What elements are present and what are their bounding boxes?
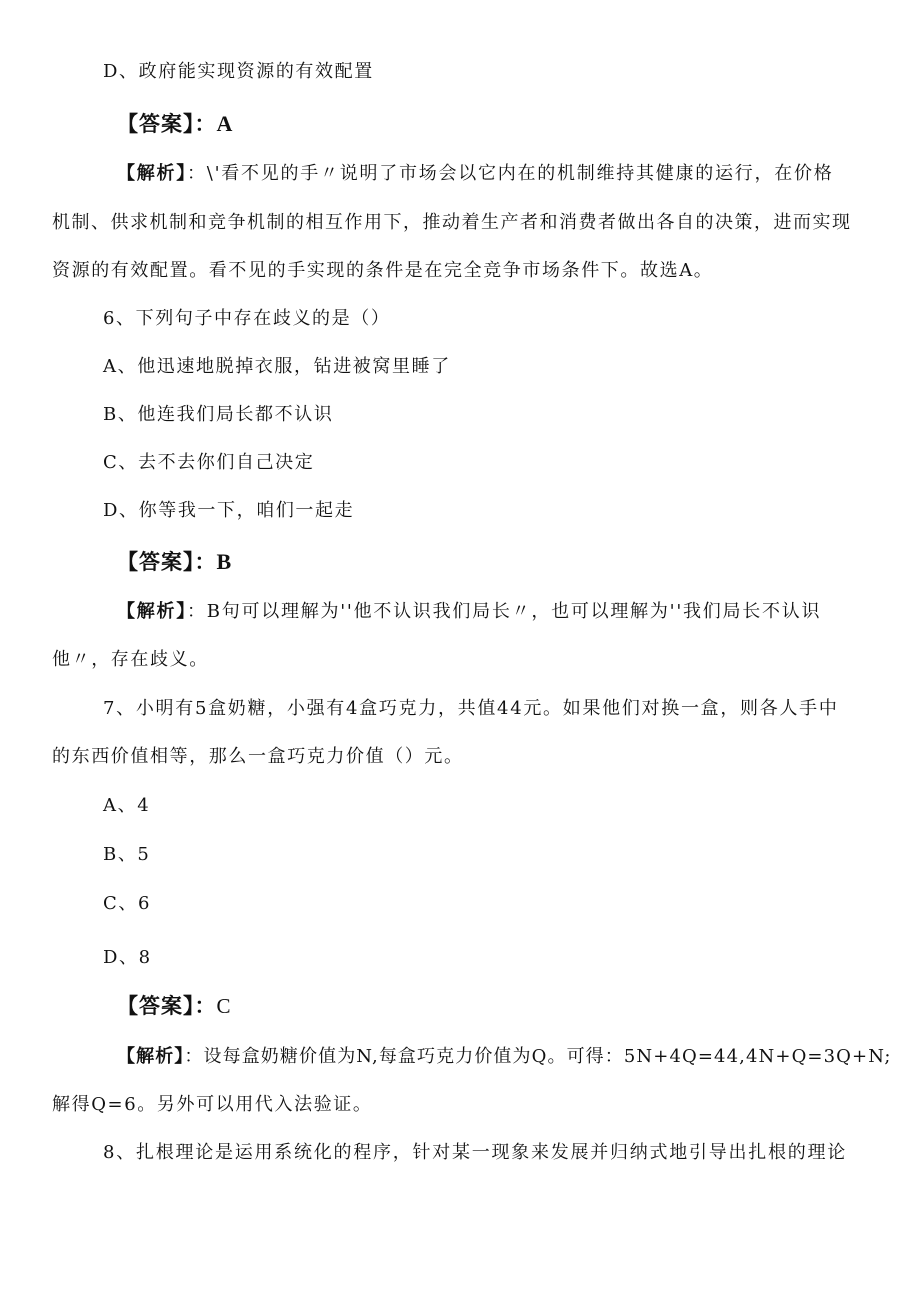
analysis-text: ：B句可以理解为''他不认识我们局长〃，也可以理解为''我们局长不认识 (187, 601, 822, 622)
answer-label: 【答案】： (117, 550, 217, 574)
analysis-label: 【解析】 (117, 1046, 185, 1067)
q6-option-c: C、去不去你们自己决定 (103, 452, 315, 473)
analysis-label: 【解析】 (117, 163, 187, 184)
q7-option-a: A、4 (103, 795, 151, 816)
q5-answer (117, 112, 233, 136)
q7-question-line-1: 7、小明有5盒奶糖，小强有4盒巧克力，共值44元。如果他们对换一盒，则各人手中 (103, 698, 839, 719)
analysis-label: 【解析】 (117, 601, 187, 622)
q7-option-d: D、8 (103, 947, 152, 968)
q8-question-line-1: 8、扎根理论是运用系统化的程序，针对某一现象来发展并归纳式地引导出扎根的理论 (103, 1142, 847, 1163)
q6-analysis-line-2: 他〃，存在歧义。 (52, 649, 209, 670)
q6-question: 6、下列句子中存在歧义的是（） (103, 308, 391, 329)
q7-answer (117, 994, 232, 1018)
answer-label: 【答案】： (117, 112, 217, 136)
q6-option-d: D、你等我一下，咱们一起走 (103, 500, 355, 521)
answer-label: 【答案】： (117, 994, 217, 1018)
q7-analysis-line-1 (117, 1045, 892, 1069)
q5-analysis-line-1 (117, 162, 834, 186)
answer-value: B (216, 549, 233, 574)
q5-option-d: D、政府能实现资源的有效配置 (103, 61, 374, 82)
q5-analysis-line-3: 资源的有效配置。看不见的手实现的条件是在完全竞争市场条件下。故选A。 (52, 260, 714, 281)
q7-option-c: C、6 (103, 893, 152, 914)
analysis-text: ：\'看不见的手〃说明了市场会以它内在的机制维持其健康的运行，在价格 (187, 163, 834, 184)
q7-option-b: B、5 (103, 844, 151, 865)
answer-value: A (216, 111, 234, 136)
q6-option-b: B、他连我们局长都不认识 (103, 404, 334, 425)
q6-answer (117, 550, 232, 574)
q7-analysis-line-2: 解得Q=6。另外可以用代入法验证。 (52, 1094, 373, 1115)
answer-value: C (216, 994, 232, 1018)
analysis-text: ：设每盒奶糖价值为N,每盒巧克力价值为Q。可得：5N+4Q=44,4N+Q=3Q+N; (184, 1046, 892, 1067)
q6-option-a: A、他迅速地脱掉衣服，钻进被窝里睡了 (103, 356, 451, 377)
q5-analysis-line-2: 机制、供求机制和竞争机制的相互作用下，推动着生产者和消费者做出各自的决策，进而实现 (52, 212, 852, 233)
q7-question-line-2: 的东西价值相等，那么一盒巧克力价值（）元。 (52, 746, 464, 767)
q6-analysis-line-1 (117, 600, 821, 624)
